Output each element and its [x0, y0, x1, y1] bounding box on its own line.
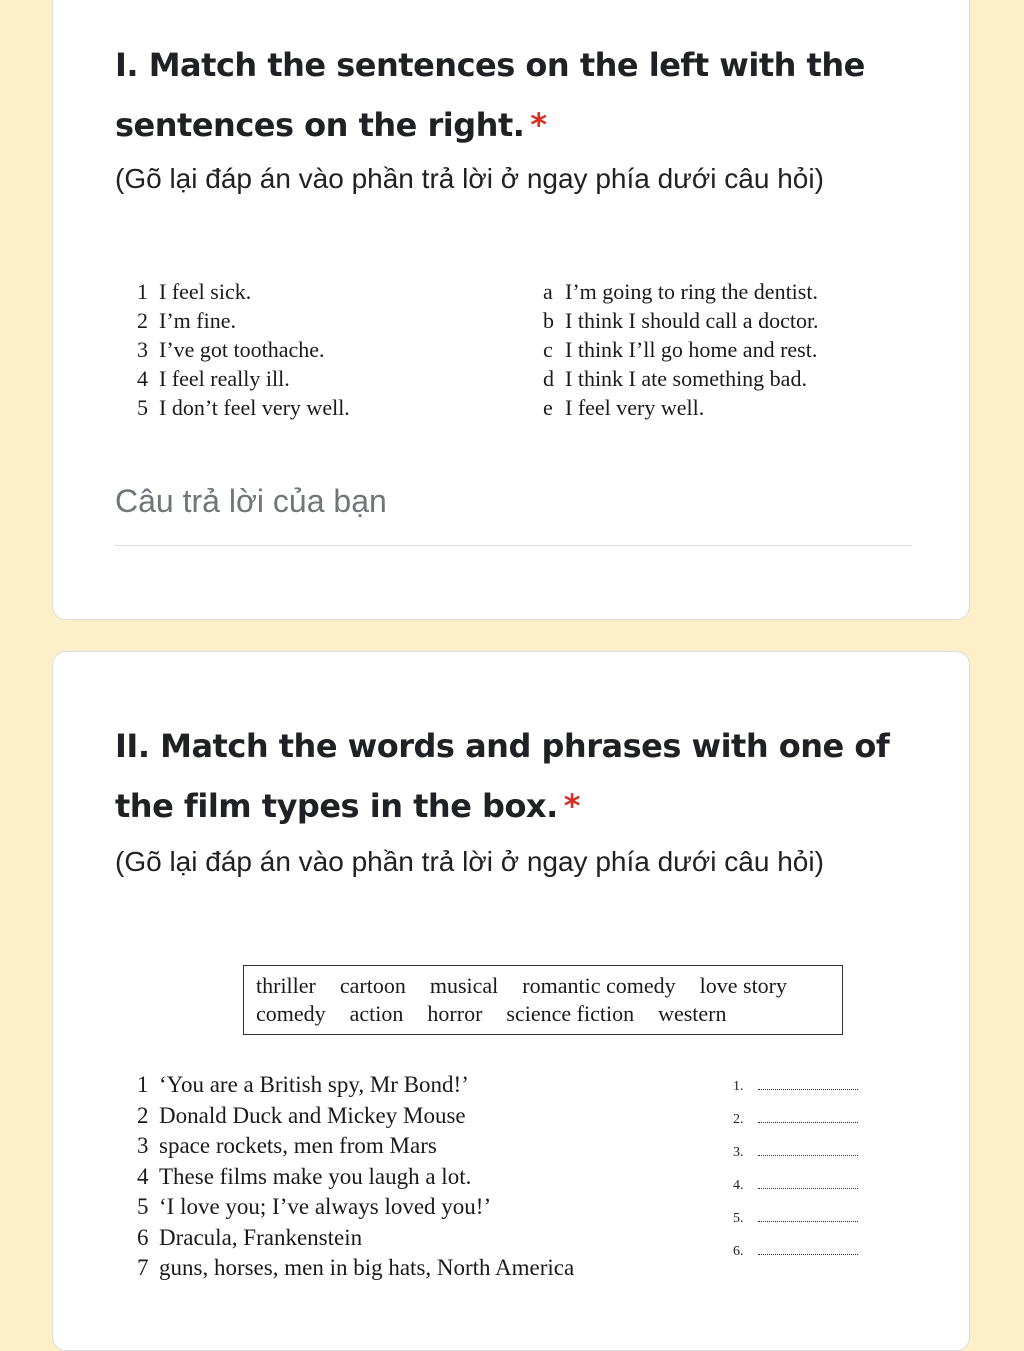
question-card-2 [52, 651, 970, 1351]
answer-blank: 5. [733, 1202, 858, 1235]
film-type: musical [429, 973, 499, 998]
film-phrase: 5 ‘I love you; I’ve always loved you!’ [137, 1194, 492, 1219]
answer-input-1[interactable]: Câu trả lời của bạn [115, 483, 911, 546]
right-sentence: d I think I ate something bad. [543, 366, 807, 391]
question-1-hint: (Gõ lại đáp án vào phần trả lời ở ngay phía dưới câu hỏi) [115, 163, 824, 194]
answer-blank: 1. [733, 1070, 858, 1103]
question-1-title: I. Match the sentences on the left with the sentences on the right. * [115, 46, 865, 144]
film-phrase: 4 These films make you laugh a lot. [137, 1163, 472, 1189]
answer-blank: 2. [733, 1103, 858, 1136]
right-sentence: b I think I should call a doctor. [543, 308, 819, 333]
film-type: love story [699, 973, 788, 998]
film-phrase: 6 Dracula, Frankenstein [137, 1224, 363, 1250]
film-type: thriller [256, 973, 316, 998]
required-star: * [563, 787, 580, 825]
required-star: * [530, 106, 547, 144]
answer-blank: 4. [733, 1169, 858, 1202]
answer-blank: 6. [733, 1235, 858, 1268]
film-type: horror [427, 1001, 483, 1026]
answer-blank: 3. [733, 1136, 858, 1169]
film-phrase: 1 ‘You are a British spy, Mr Bond!’ [137, 1072, 469, 1097]
right-sentences-list [543, 277, 819, 422]
left-sentences-list [137, 277, 350, 422]
question-2-hint: (Gõ lại đáp án vào phần trả lời ở ngay phía dưới câu hỏi) [115, 846, 824, 877]
answer-blanks-list [733, 1070, 858, 1268]
left-sentence: 4 I feel really ill. [137, 366, 290, 391]
film-type: romantic comedy [522, 973, 676, 998]
film-type: comedy [256, 1001, 326, 1026]
film-type: action [349, 1001, 404, 1026]
right-sentence: a I’m going to ring the dentist. [543, 279, 818, 304]
film-phrases-list [137, 1070, 574, 1284]
left-sentence: 5 I don’t feel very well. [137, 395, 350, 420]
film-type: cartoon [339, 973, 406, 998]
film-type: western [658, 1001, 727, 1026]
question-2-title: II. Match the words and phrases with one of the film types in the box. * [115, 727, 890, 825]
film-type: science fiction [506, 1001, 635, 1026]
left-sentence: 2 I’m fine. [137, 308, 236, 333]
right-sentence: e I feel very well. [543, 395, 705, 420]
film-phrase: 7 guns, horses, men in big hats, North America [137, 1255, 575, 1280]
left-sentence: 3 I’ve got toothache. [137, 337, 325, 362]
right-sentence: c I think I’ll go home and rest. [543, 337, 818, 362]
film-phrase: 2 Donald Duck and Mickey Mouse [137, 1102, 466, 1128]
film-types-box [243, 965, 843, 1035]
film-phrase: 3 space rockets, men from Mars [137, 1133, 437, 1158]
left-sentence: 1 I feel sick. [137, 279, 252, 304]
question-card-1 [52, 0, 970, 620]
